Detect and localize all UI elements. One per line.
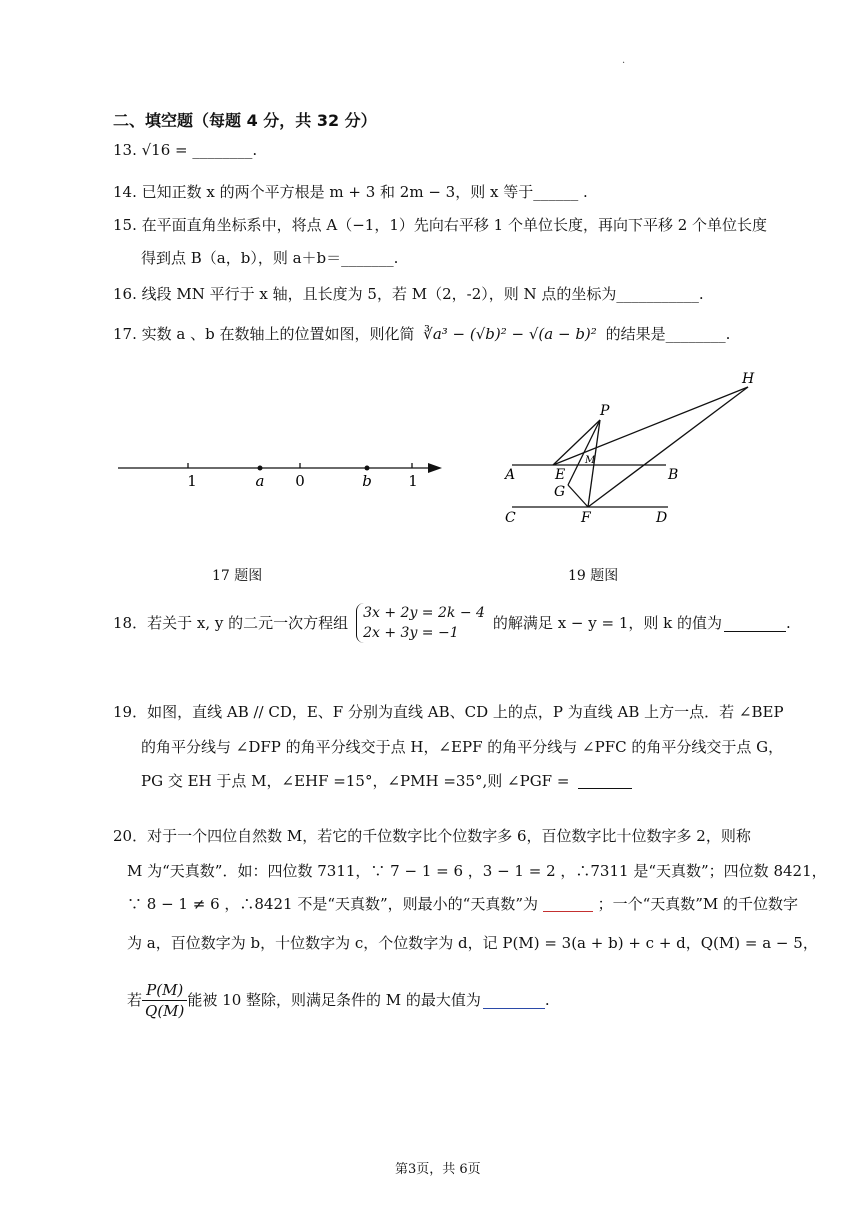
question-18-prefix: 18．若关于 x, y 的二元一次方程组 xyxy=(113,614,349,632)
question-17-expression: ∛a³ − (√b)² − √(a − b)² xyxy=(423,325,597,343)
label-A: A xyxy=(505,467,516,483)
answer-blank-20a[interactable] xyxy=(543,895,593,912)
question-17-suffix: 的结果是________. xyxy=(605,325,731,343)
question-20-line4: 为 a，百位数字为 b，十位数字为 c，个位数字为 d，记 P(M) = 3(a + b) + c + d，Q(M) = a − 5， xyxy=(127,934,818,952)
answer-blank-20b[interactable] xyxy=(483,992,545,1009)
arrow-icon xyxy=(428,463,442,473)
question-17 xyxy=(113,324,730,344)
label-neg-one: 1 xyxy=(187,472,197,490)
question-19-line2: 的角平分线与 ∠DFP 的角平分线交于点 H，∠EPF 的角平分线与 ∠PFC 的角平分线交于点 G， xyxy=(141,738,784,756)
label-zero: 0 xyxy=(295,472,305,490)
label-one: 1 xyxy=(408,472,418,490)
caption-19: 19 题图 xyxy=(568,568,619,584)
point-a xyxy=(258,466,263,471)
question-17-prefix: 17. 实数 a 、b 在数轴上的位置如图，则化简 xyxy=(113,325,415,343)
number-line-figure xyxy=(112,450,452,495)
fraction-denominator: Q(M) xyxy=(145,1001,185,1020)
question-20-line3a: ∵ 8 − 1 ≠ 6 ，∴8421 不是“天真数”，则最小的“天真数”为 xyxy=(127,895,538,913)
question-20-line5 xyxy=(127,975,550,1025)
point-b xyxy=(365,466,370,471)
question-20-line5-post: 能被 10 整除，则满足条件的 M 的最大值为 xyxy=(187,991,481,1009)
label-b: b xyxy=(362,472,372,490)
question-19-line3 xyxy=(141,771,632,791)
label-D: D xyxy=(656,510,668,526)
label-H: H xyxy=(742,371,755,387)
question-20-line1: 20．对于一个四位自然数 M，若它的千位数字比个位数字多 6，百位数字比十位数字多 2，则称 xyxy=(113,827,751,845)
equation-2: 2x + 3y = −1 xyxy=(363,625,459,641)
question-20-line5-pre: 若 xyxy=(127,991,143,1009)
corner-mark: · xyxy=(622,58,626,69)
label-a: a xyxy=(255,472,265,490)
fraction-P-over-Q xyxy=(142,980,187,1021)
section-heading: 二、填空题（每题 4 分，共 32 分） xyxy=(113,111,377,130)
answer-blank-18[interactable] xyxy=(724,615,786,632)
question-19-line1: 19．如图，直线 AB // CD，E、F 分别为直线 AB、CD 上的点，P 为直线 AB 上方一点．若 ∠BEP xyxy=(113,703,784,721)
segment-EH xyxy=(553,387,748,465)
label-E: E xyxy=(555,467,566,483)
geometry-figure-19 xyxy=(490,365,770,530)
question-18 xyxy=(113,598,791,648)
label-M: M xyxy=(585,455,596,466)
question-16: 16. 线段 MN 平行于 x 轴，且长度为 5，若 M（2，-2），则 N 点的坐标为___________. xyxy=(113,285,704,303)
question-13: 13. √16 = ________. xyxy=(113,141,258,159)
question-15-line2: 得到点 B（a，b），则 a＋b＝_______. xyxy=(141,249,399,267)
page-footer: 第3页，共 6页 xyxy=(395,1162,481,1177)
question-20-line3 xyxy=(127,894,798,914)
question-18-mid: 的解满足 x − y = 1，则 k 的值为 xyxy=(492,614,723,632)
question-20-line2: M 为“天真数”．如：四位数 7311，∵ 7 − 1 = 6 ，3 − 1 = 2 ，∴7311 是“天真数”；四位数 8421， xyxy=(127,862,827,880)
equation-1: 3x + 2y = 2k − 4 xyxy=(363,605,485,621)
label-B: B xyxy=(668,467,679,483)
label-F: F xyxy=(581,510,591,526)
caption-17: 17 题图 xyxy=(212,568,263,584)
answer-blank-19[interactable] xyxy=(578,772,632,789)
fraction-numerator: P(M) xyxy=(142,980,187,1001)
question-19-line3-text: PG 交 EH 于点 M，∠EHF =15°，∠PMH =35°,则 ∠PGF = xyxy=(141,772,570,790)
segment-GF xyxy=(568,485,588,507)
segment-FH xyxy=(588,387,748,507)
label-C: C xyxy=(505,510,516,526)
equation-system xyxy=(356,603,485,643)
question-18-end: . xyxy=(786,614,791,632)
question-20-line3b: ；一个“天真数”M 的千位数字 xyxy=(597,895,799,913)
question-15-line1: 15. 在平面直角坐标系中，将点 A（−1，1）先向右平移 1 个单位长度，再向下平移 2 个单位长度 xyxy=(113,216,768,234)
question-20-line5-end: . xyxy=(544,991,550,1009)
question-14: 14. 已知正数 x 的两个平方根是 m + 3 和 2m − 3，则 x 等于______ . xyxy=(113,183,588,201)
label-G: G xyxy=(554,484,566,500)
label-P: P xyxy=(600,403,610,419)
